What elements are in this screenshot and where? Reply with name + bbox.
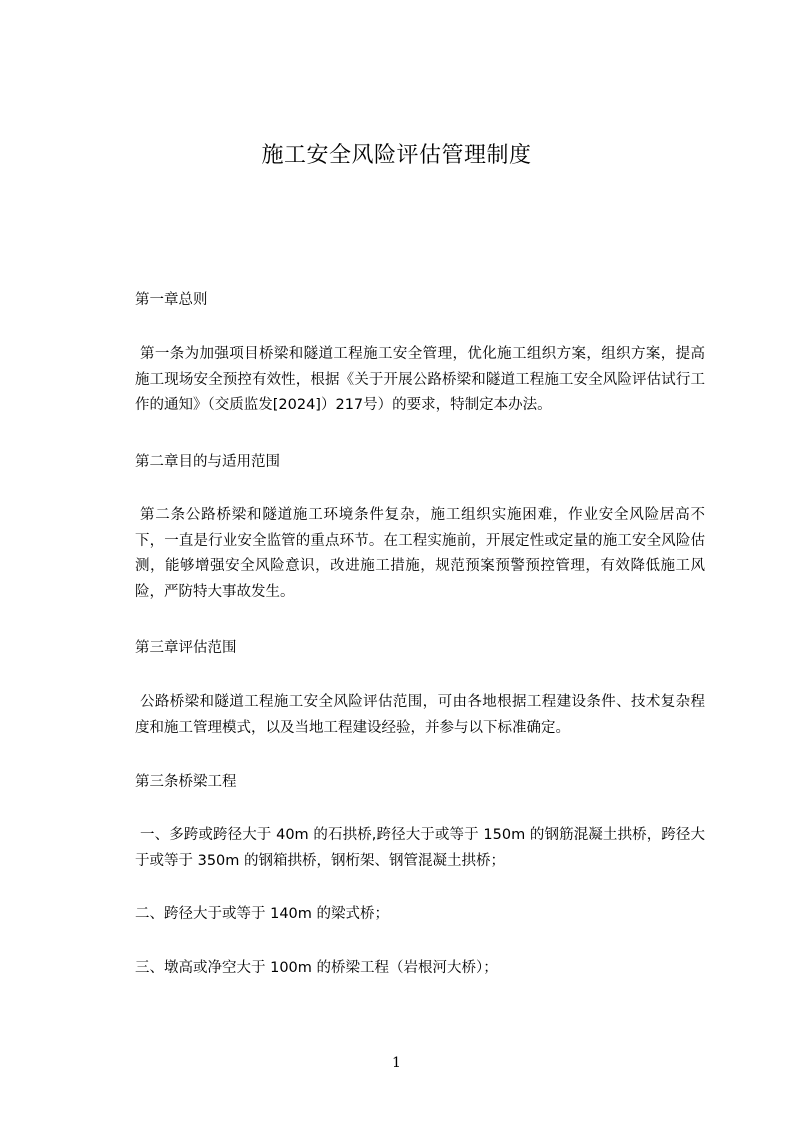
document-title: 施工安全风险评估管理制度 [261,143,532,168]
article-1-paragraph: 第一条为加强项目桥梁和隧道工程施工安全管理，优化施工组织方案，组织方案，提高施工现场安全预控有效性，根据《关于开展公路桥梁和隧道工程施工安全风险评估试行工作的通知》（交质监发[2024]）217号）的要求，特制定本办法。 [135,346,705,413]
article-2-paragraph: 第二条公路桥梁和隧道施工环境条件复杂，施工组织实施困难，作业安全风险居高不下，一直是行业安全监管的重点环节。在工程实施前，开展定性或定量的施工安全风险估测，能够增强安全风险意识，改进施工措施，规范预案预警预控管理，有效降低施工风险，严防特大事故发生。 [135,507,705,600]
article-3-heading: 第三条桥梁工程 [135,774,237,790]
page-number: 1 [392,1055,401,1071]
chapter-3-heading: 第三章评估范围 [135,640,237,656]
chapter-2-heading: 第二章目的与适用范围 [135,454,280,470]
bridge-item-2: 二、跨径大于或等于 140m 的梁式桥； [135,906,390,922]
bridge-item-1-paragraph: 一、多跨或跨径大于 40m 的石拱桥,跨径大于或等于 150m 的钢筋混凝土拱桥，跨径大于或等于 350m 的钢箱拱桥，钢桁架、钢管混凝土拱桥； [135,827,705,869]
bridge-item-3: 三、墩高或净空大于 100m 的桥梁工程（岩根河大桥）； [135,960,498,976]
chapter-1-heading: 第一章总则 [135,292,208,308]
scope-paragraph: 公路桥梁和隧道工程施工安全风险评估范围，可由各地根据工程建设条件、技术复杂程度和施工管理模式，以及当地工程建设经验，并参与以下标准确定。 [135,694,705,736]
